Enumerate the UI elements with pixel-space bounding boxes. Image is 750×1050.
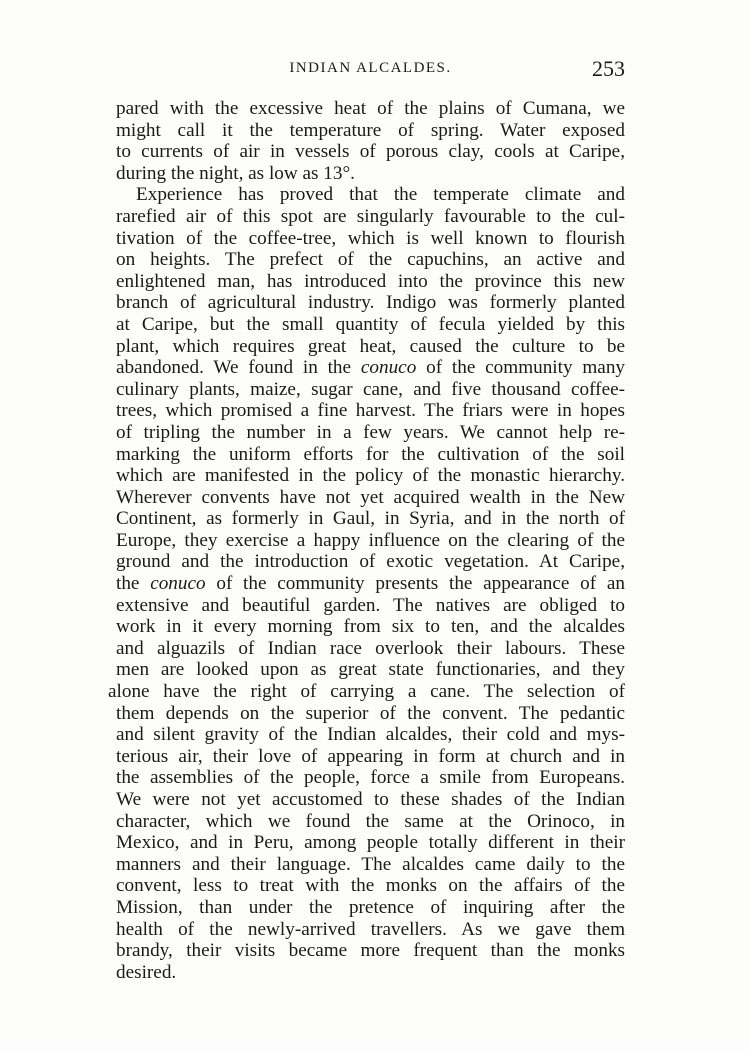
text-line: pared with the excessive heat of the plains of Cumana, we: [116, 98, 625, 119]
text-line: Continent, as formerly in Gaul, in Syria, and in the north of: [116, 508, 625, 530]
italic-term: conuco: [360, 357, 417, 379]
text-line: enlightened man, has introduced into the province this new: [116, 270, 625, 292]
text-line: extensive and beautiful garden. The natives are obliged to: [116, 594, 625, 616]
text-line-mixed: [116, 573, 625, 595]
text-line: trees, which promised a fine harvest. The friars were in hopes: [116, 400, 625, 422]
paragraph-1: [116, 98, 625, 184]
text-line: the assemblies of the people, force a smile from Europeans.: [116, 767, 625, 789]
text-line: desired.: [116, 961, 177, 983]
text-line: manners and their language. The alcaldes came daily to the: [116, 853, 625, 875]
paragraph-2: [108, 184, 626, 983]
text-line: rarefied air of this spot are singularly favourable to the cul-: [116, 205, 625, 227]
text-line: convent, less to treat with the monks on the affairs of the: [116, 875, 625, 897]
text-line: at Caripe, but the small quantity of fecula yielded by this: [116, 313, 625, 335]
text-line: plant, which requires great heat, caused the culture to be: [116, 335, 625, 357]
text-line: branch of agricultural industry. Indigo was formerly planted: [116, 292, 625, 314]
text-line: We were not yet accustomed to these shades of the Indian: [116, 789, 625, 810]
line-tail: of the community presents the appearance of an: [205, 573, 625, 595]
text-line: marking the uniform efforts for the cultivation of the soil: [116, 443, 625, 465]
line-head: the: [116, 573, 140, 595]
text-line-mixed: [116, 357, 625, 379]
text-line: work in it every morning from six to ten, and the alcaldes: [116, 616, 625, 638]
text-line: and silent gravity of the Indian alcaldes, their cold and mys-: [116, 724, 625, 746]
text-line: Mission, than under the pretence of inquiring after the: [116, 896, 625, 918]
line-head: abandoned. We found in the: [116, 357, 352, 379]
text-line: alone have the right of carrying a cane. The selection of: [108, 681, 625, 703]
body-text: [108, 98, 626, 983]
text-line: to currents of air in vessels of porous clay, cools at Caripe,: [116, 141, 625, 163]
text-line: them depends on the superior of the convent. The pedantic: [116, 702, 625, 724]
text-line: culinary plants, maize, sugar cane, and five thousand coffee-: [116, 378, 625, 400]
text-line: of tripling the number in a few years. We cannot help re-: [116, 421, 625, 443]
text-line: brandy, their visits became more frequent than the monks: [116, 940, 625, 962]
text-line: ground and the introduction of exotic vegetation. At Caripe,: [116, 551, 625, 573]
text-line: health of the newly-arrived travellers. As we gave them: [116, 918, 625, 940]
text-line: character, which we found the same at the Orinoco, in: [116, 810, 625, 832]
text-line: which are manifested in the policy of the monastic hierarchy.: [116, 465, 625, 487]
text-line: men are looked upon as great state functionaries, and they: [116, 659, 625, 681]
text-line: might call it the temperature of spring. Water exposed: [116, 119, 625, 141]
page-number: 253: [592, 56, 625, 81]
text-line: on heights. The prefect of the capuchins, an active and: [116, 249, 625, 271]
text-line: Wherever convents have not yet acquired wealth in the New: [116, 486, 625, 508]
text-line: terious air, their love of appearing in form at church and in: [116, 745, 625, 767]
text-line: Europe, they exercise a happy influence on the clearing of the: [116, 529, 625, 551]
line-tail: of the community many: [416, 357, 626, 379]
text-line: and alguazils of Indian race overlook their labours. These: [116, 637, 625, 659]
text-line: during the night, as low as 13°.: [116, 162, 355, 184]
text-line: tivation of the coffee-tree, which is well known to flourish: [116, 227, 625, 249]
running-title: INDIAN ALCALDES.: [289, 60, 452, 76]
text-line: Experience has proved that the temperate climate and: [136, 184, 625, 206]
italic-term: conuco: [150, 573, 206, 595]
running-head: [116, 56, 625, 84]
text-line: Mexico, and in Peru, among people totally different in their: [116, 832, 625, 854]
